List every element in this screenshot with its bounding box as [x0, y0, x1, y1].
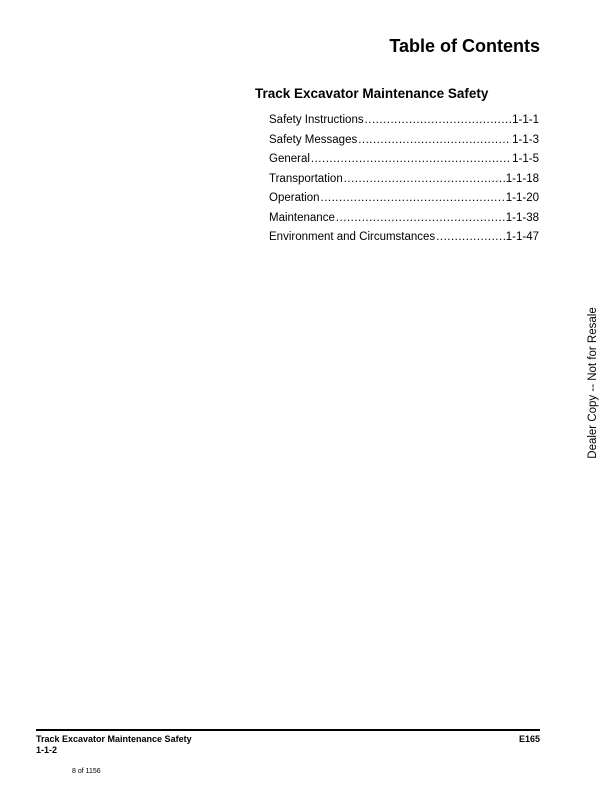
side-watermark [585, 307, 601, 459]
toc-entry-page: 1-1-3 [512, 133, 539, 146]
table-of-contents-list [269, 114, 539, 251]
dot-leader [365, 114, 512, 126]
toc-entry-operation[interactable] [269, 192, 539, 212]
watermark-text: Dealer Copy -- Not for Resale [587, 307, 599, 459]
toc-entry-page: 1-1-5 [512, 153, 539, 165]
toc-entry-label: Maintenance [269, 211, 335, 224]
toc-entry-label: Safety Messages [269, 133, 358, 146]
toc-entry-label: Safety Instructions [269, 114, 364, 126]
footer-page-number: 1-1-2 [36, 745, 58, 755]
dot-leader [321, 192, 505, 204]
toc-entry-environment-and-circumstances[interactable] [269, 231, 539, 251]
toc-entry-label: Environment and Circumstances [269, 231, 436, 243]
toc-entry-label: Operation [269, 192, 320, 204]
dot-leader [344, 173, 505, 185]
toc-entry-page: 1-1-18 [505, 172, 539, 185]
toc-entry-page: 1-1-38 [505, 211, 539, 224]
toc-entry-page: 1-1-1 [512, 114, 539, 126]
page-title: Table of Contents [389, 36, 540, 56]
toc-entry-transportation[interactable] [269, 173, 539, 193]
toc-entry-safety-instructions[interactable] [269, 114, 539, 134]
dot-leader [311, 153, 511, 165]
toc-entry-label: General [269, 153, 310, 165]
dot-leader [436, 231, 505, 243]
footer-model-code: E165 [518, 734, 540, 744]
footer-title: Track Excavator Maintenance Safety [36, 734, 192, 744]
footer-page-count: 8 of 1156 [72, 768, 101, 775]
toc-entry-maintenance[interactable] [269, 212, 539, 232]
dot-leader [336, 212, 505, 224]
toc-entry-page: 1-1-20 [505, 192, 539, 204]
footer-divider [36, 729, 540, 731]
dot-leader [358, 134, 511, 146]
toc-entry-safety-messages[interactable] [269, 134, 539, 154]
toc-entry-page: 1-1-47 [505, 231, 539, 243]
section-heading: Track Excavator Maintenance Safety [255, 86, 489, 101]
toc-entry-label: Transportation [269, 172, 343, 185]
toc-entry-general[interactable] [269, 153, 539, 173]
